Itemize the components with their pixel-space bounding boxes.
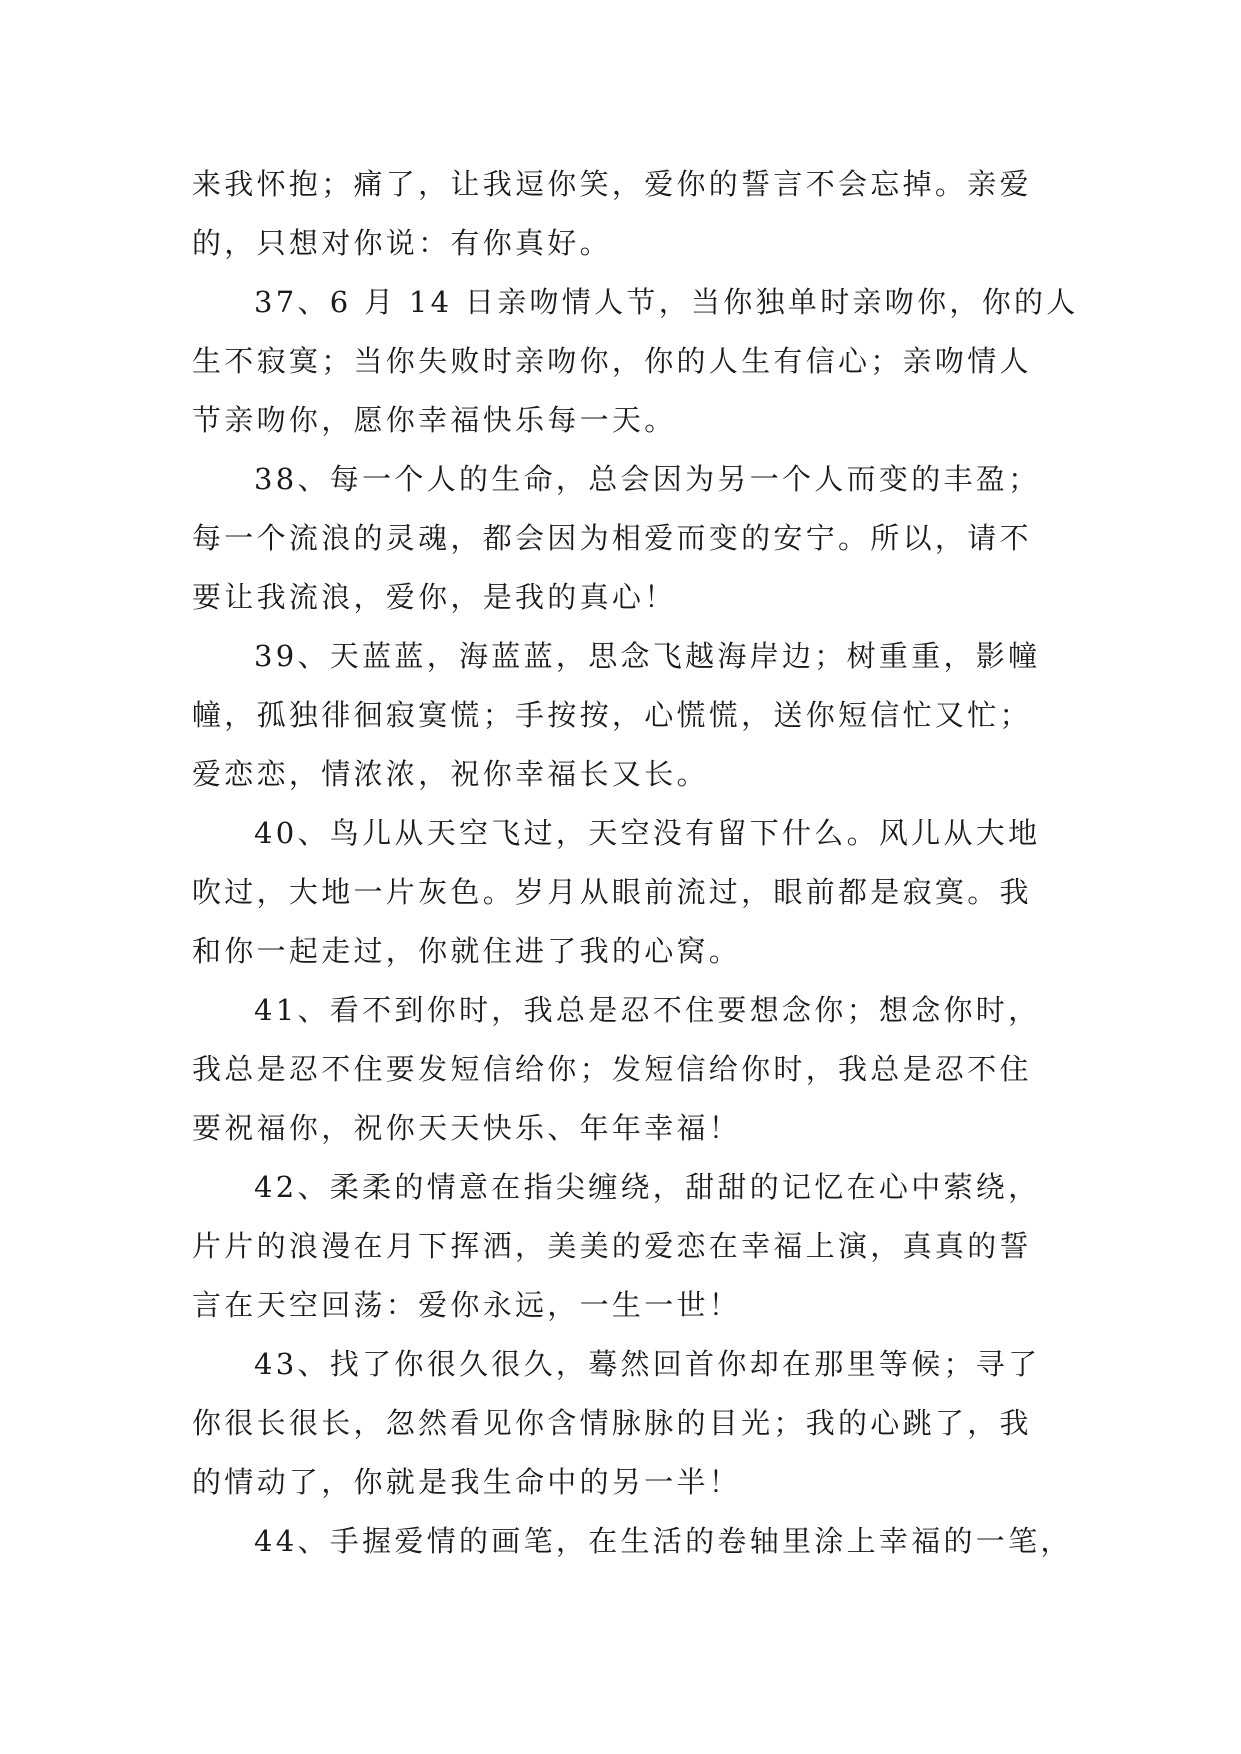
paragraph-start-41: 41、看不到你时，我总是忍不住要想念你；想念你时， bbox=[254, 993, 1041, 1027]
paragraph-start-39: 39、天蓝蓝，海蓝蓝，思念飞越海岸边；树重重，影幢 bbox=[254, 639, 1041, 673]
text-line: 要祝福你，祝你天天快乐、年年幸福！ bbox=[192, 1111, 742, 1145]
text-line: 言在天空回荡：爱你永远，一生一世！ bbox=[192, 1288, 742, 1322]
paragraph-start-44: 44、手握爱情的画笔，在生活的卷轴里涂上幸福的一笔， bbox=[254, 1524, 1073, 1558]
paragraph-start-38: 38、每一个人的生命，总会因为另一个人而变的丰盈； bbox=[254, 462, 1041, 496]
text-line: 片片的浪漫在月下挥洒，美美的爱恋在幸福上演，真真的誓 bbox=[192, 1229, 1032, 1263]
text-line: 你很长很长，忽然看见你含情脉脉的目光；我的心跳了，我 bbox=[192, 1406, 1032, 1440]
text-line: 节亲吻你，愿你幸福快乐每一天。 bbox=[192, 403, 677, 437]
text-line: 幢，孤独徘徊寂寞慌；手按按，心慌慌，送你短信忙又忙； bbox=[192, 698, 1032, 732]
text-line: 来我怀抱；痛了，让我逗你笑，爱你的誓言不会忘掉。亲爱 bbox=[192, 167, 1032, 201]
text-line: 的，只想对你说：有你真好。 bbox=[192, 226, 612, 260]
text-line: 和你一起走过，你就住进了我的心窝。 bbox=[192, 934, 742, 968]
text-line: 吹过，大地一片灰色。岁月从眼前流过，眼前都是寂寞。我 bbox=[192, 875, 1032, 909]
document-page bbox=[192, 155, 1079, 1571]
text-line: 每一个流浪的灵魂，都会因为相爱而变的安宁。所以，请不 bbox=[192, 521, 1032, 555]
text-line: 生不寂寞；当你失败时亲吻你，你的人生有信心；亲吻情人 bbox=[192, 344, 1032, 378]
paragraph-start-40: 40、鸟儿从天空飞过，天空没有留下什么。风儿从大地 bbox=[254, 816, 1041, 850]
text-line: 的情动了，你就是我生命中的另一半！ bbox=[192, 1465, 742, 1499]
paragraph-start-43: 43、找了你很久很久，蓦然回首你却在那里等候；寻了 bbox=[254, 1347, 1041, 1381]
text-line: 我总是忍不住要发短信给你；发短信给你时，我总是忍不住 bbox=[192, 1052, 1032, 1086]
paragraph-start-37: 37、6 月 14 日亲吻情人节，当你独单时亲吻你，你的人 bbox=[254, 285, 1079, 319]
text-line: 爱恋恋，情浓浓，祝你幸福长又长。 bbox=[192, 757, 709, 791]
text-line: 要让我流浪，爱你，是我的真心！ bbox=[192, 580, 677, 614]
paragraph-start-42: 42、柔柔的情意在指尖缠绕，甜甜的记忆在心中萦绕， bbox=[254, 1170, 1041, 1204]
